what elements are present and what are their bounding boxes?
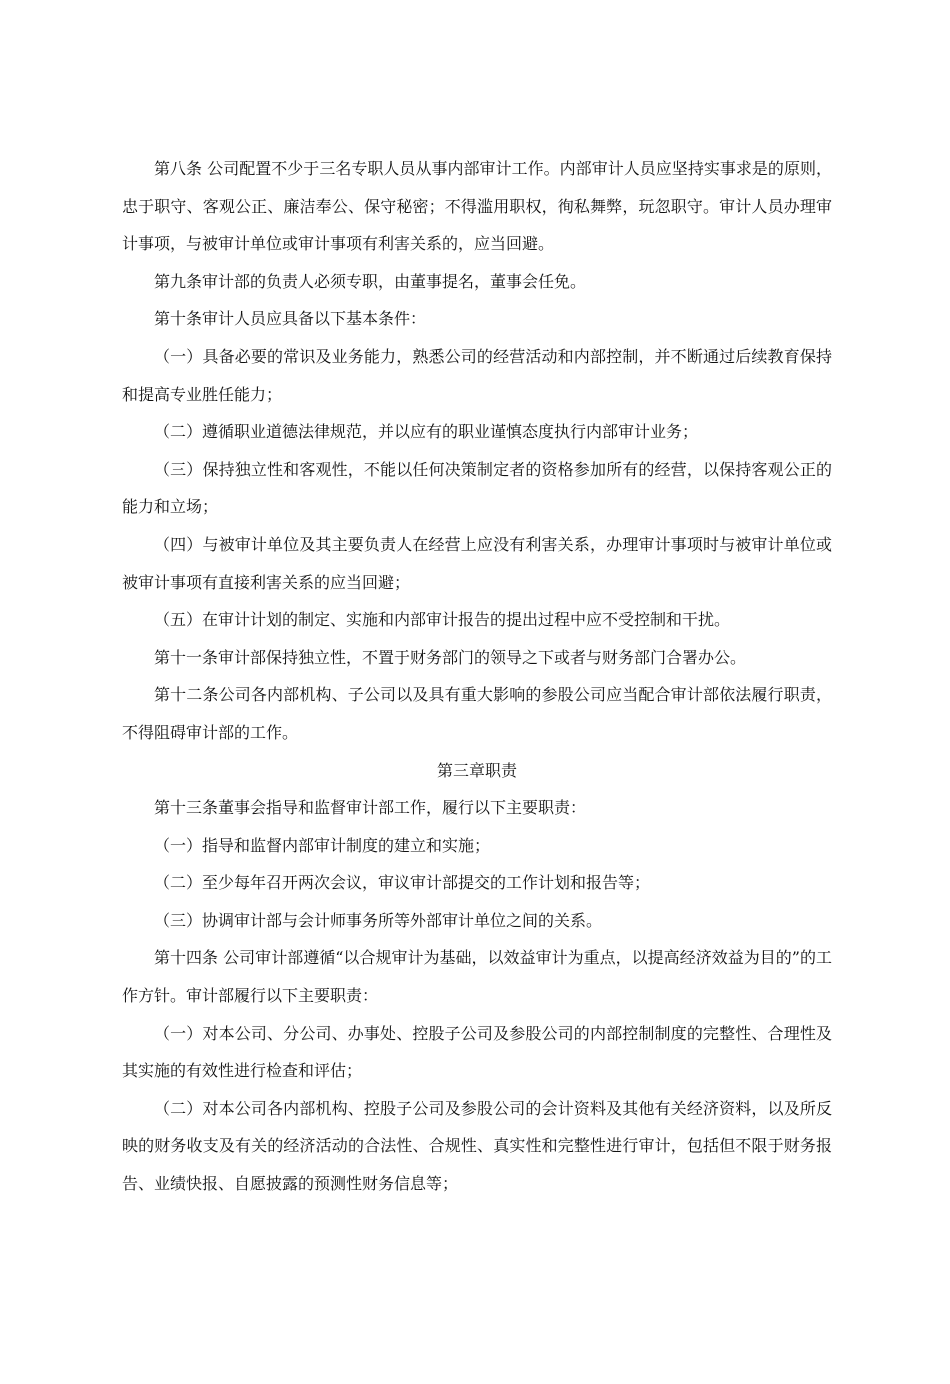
article-10-item-4: （四）与被审计单位及其主要负责人在经营上应没有利害关系，办理审计事项时与被审计单位或被审计事项有直接利害关系的应当回避；	[122, 534, 832, 592]
article-13-item-2: （二）至少每年召开两次会议，审议审计部提交的工作计划和报告等；	[154, 873, 651, 893]
article-14-item-1: （一）对本公司、分公司、办事处、控股子公司及参股公司的内部控制制度的完整性、合理性及其实施的有效性进行检查和评估；	[122, 1023, 832, 1081]
article-12: 第十二条公司各内部机构、子公司以及具有重大影响的参股公司应当配合审计部依法履行职责，不得阻碍审计部的工作。	[122, 685, 832, 742]
article-13-item-3: （三）协调审计部与会计师事务所等外部审计单位之间的关系。	[154, 910, 603, 930]
article-10-item-2: （二）遵循职业道德法律规范，并以应有的职业谨慎态度执行内部审计业务；	[154, 422, 699, 442]
chapter-title: 第三章职责	[436, 760, 517, 780]
article-13-item-1: （一）指导和监督内部审计制度的建立和实施；	[154, 835, 491, 855]
article-14-item-2: （二）对本公司各内部机构、控股子公司及参股公司的会计资料及其他有关经济资料，以及所反映的财务收支及有关的经济活动的合法性、合规性、真实性和完整性进行审计，包括但不限于财务报告、业绩快报、自愿披露的预测性财务信息等；	[122, 1098, 832, 1194]
article-11: 第十一条审计部保持独立性，不置于财务部门的领导之下或者与财务部门合署办公。	[154, 647, 747, 667]
article-10-item-1: （一）具备必要的常识及业务能力，熟悉公司的经营活动和内部控制，并不断通过后续教育保持和提高专业胜任能力；	[122, 346, 832, 404]
article-8: 第八条 公司配置不少于三名专职人员从事内部审计工作。内部审计人员应坚持实事求是的原则，忠于职守、客观公正、廉洁奉公、保守秘密；不得滥用职权，徇私舞弊，玩忽职守。审计人员办理审计事项，与被审计单位或审计事项有利害关系的，应当回避。	[122, 159, 832, 254]
article-10-item-5: （五）在审计计划的制定、实施和内部审计报告的提出过程中应不受控制和干扰。	[154, 610, 731, 630]
article-9: 第九条审计部的负责人必须专职，由董事提名，董事会任免。	[154, 271, 587, 291]
document-body	[122, 150, 832, 1203]
article-10: 第十条审计人员应具备以下基本条件：	[154, 309, 427, 329]
article-14: 第十四条 公司审计部遵循“以合规审计为基础，以效益审计为重点，以提高经济效益为目的”的工作方针。审计部履行以下主要职责：	[122, 948, 832, 1006]
article-10-item-3: （三）保持独立性和客观性，不能以任何决策制定者的资格参加所有的经营，以保持客观公正的能力和立场；	[122, 459, 832, 517]
article-13: 第十三条董事会指导和监督审计部工作，履行以下主要职责：	[154, 798, 587, 818]
